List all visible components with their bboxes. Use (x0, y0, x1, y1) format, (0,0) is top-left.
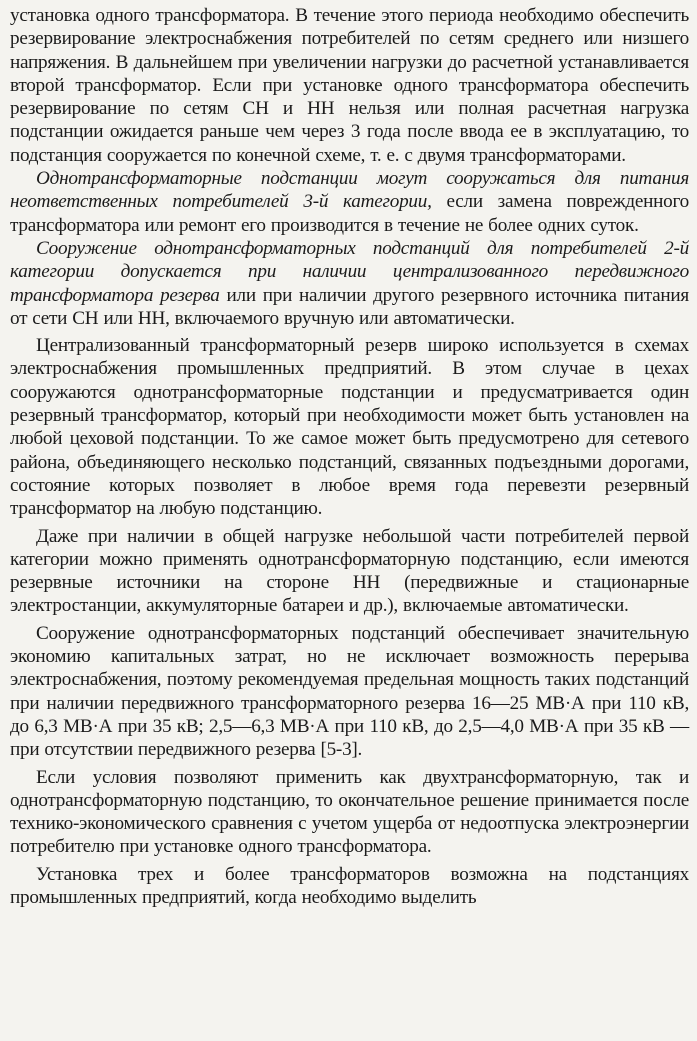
paragraph-6 (10, 622, 689, 762)
paragraph-8 (10, 863, 689, 910)
paragraph-8-text: Установка трех и более трансформаторов возможна на подстанциях промышленных предприятий, когда необходимо выделить (10, 863, 689, 908)
paragraph-5-text: Даже при наличии в общей нагрузке небольшой части потребителей первой категории можно применять однотрансформаторную подстанцию, если имеются резервные источники на стороне НН (передвижные и стационарные электростанции, аккумуляторные батареи и др.), включаемые автоматически. (10, 525, 689, 617)
paragraph-3-text: или при наличии другого резервного источника питания от сети СН или НН, включаемого вручную или автоматически. (10, 284, 689, 329)
paragraph-3 (10, 237, 689, 330)
paragraph-4-text: Централизованный трансформаторный резерв широко используется в схемах электроснабжения промышленных предприятий. В этом случае в цехах сооружаются однотрансформаторные подстанции и предусматривается один резервный трансформатор, который при необходимости может быть установлен на любой цеховой подстанции. То же самое может быть предусмотрено для сетевого района, объединяющего несколько подстанций, связанных подъездными дорогами, состояние которых позволяет в любое время года перевезти резервный трансформатор на любую подстанцию. (10, 335, 689, 520)
paragraph-6-text: Сооружение однотрансформаторных подстанций обеспечивает значительную экономию капитальных затрат, но не исключает возможность перерыва электроснабжения, поэтому рекомендуемая предельная мощность таких подстанций при наличии передвижного трансформаторного резерва 16—25 МВ·А при 110 кВ, до 6,3 МВ·А при 35 кВ; 2,5—6,3 МВ·А при 110 кВ, до 2,5—4,0 МВ·А при 35 кВ — при отсутствии передвижного резерва [5-3]. (10, 622, 689, 761)
paragraph-1-text: установка одного трансформатора. В течение этого периода необходимо обеспечить резервирование электроснабжения потребителей по сетям среднего или низшего напряжения. В дальнейшем при увеличении нагрузки до расчетной устанавливается второй трансформатор. Если при установке одного трансформатора обеспечить резервирование по сетям СН и НН нельзя или полная расчетная нагрузка подстанции ожидается раньше чем через 3 года после ввода ее в эксплуатацию, то подстанция сооружается по конечной схеме, т. е. с двумя трансформаторами. (10, 5, 689, 166)
paragraph-1 (10, 4, 689, 167)
paragraph-2-italic-text: Однотрансформаторные подстанции могут сооружаться для питания неответственных потребителей 3-й категории, (10, 168, 689, 213)
paragraph-3-italic-text: Сооружение однотрансформаторных подстанций для потребителей 2-й категории допускается при наличии централизованного передвижного трансформатора резерва (10, 237, 689, 306)
paragraph-2 (10, 167, 689, 237)
paragraph-7 (10, 766, 689, 859)
paragraph-4 (10, 334, 689, 520)
paragraph-2-text: если замена поврежденного трансформатора или ремонт его производится в течение не более одних суток. (10, 191, 689, 236)
paragraph-5 (10, 525, 689, 618)
paragraph-7-text: Если условия позволяют применить как двухтрансформаторную, так и однотрансформаторную подстанцию, то окончательное решение принимается после технико-экономического сравнения с учетом ущерба от недоотпуска электроэнергии потребителю при установке одного трансформатора. (10, 766, 689, 858)
